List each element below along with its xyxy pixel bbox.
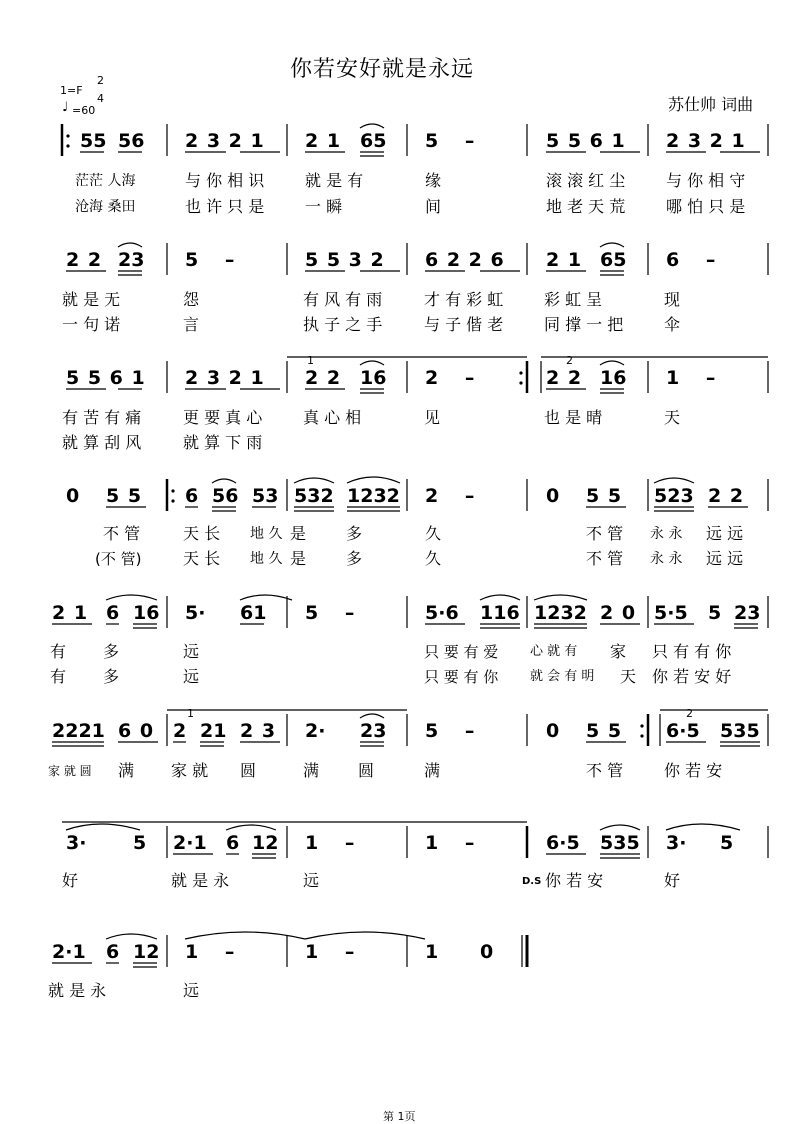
volta-2-label: 2 — [686, 707, 693, 720]
note-group: 2 – — [425, 485, 475, 507]
note-group: 0 — [546, 720, 560, 742]
lyric-verse1: 远 — [303, 871, 320, 890]
lyric-verse2: 天 — [620, 667, 637, 686]
note-group: 1 – — [185, 941, 235, 963]
note-group: 2 2 — [708, 485, 744, 507]
note-group: 6 – — [666, 249, 716, 271]
lyric-verse2: 只 要 有 你 — [424, 668, 499, 686]
volta-2-label: 2 — [566, 354, 573, 367]
note-group: 12 — [133, 941, 160, 963]
note-group: 6·5 — [666, 720, 700, 742]
note-group: 6 — [106, 602, 120, 624]
lyric-verse1: 满 — [118, 761, 135, 780]
lyric-verse1: 多 — [346, 524, 363, 543]
lyric-verse2: 远 — [183, 667, 200, 686]
note-group: 535 — [720, 720, 760, 742]
lyric-verse1: 家 就 圆 — [48, 764, 92, 778]
note-group: 5 – — [425, 130, 475, 152]
note-group: 65 — [600, 249, 627, 271]
note-group: 23 — [118, 249, 145, 271]
lyric-verse2: 就 会 有 明 — [530, 669, 595, 684]
lyric-verse2: (不 管) — [95, 550, 142, 568]
note-group: 53 — [252, 485, 279, 507]
lyric-verse2: 伞 — [664, 315, 681, 334]
note-group: 3· — [66, 832, 87, 854]
note-group: 5· — [185, 602, 206, 624]
lyric-verse1: 圆 — [358, 761, 375, 780]
volta-1-label: 1 — [307, 354, 314, 367]
note-group: 3· — [666, 832, 687, 854]
song-title: 你若安好就是永远 — [290, 57, 475, 82]
note-group: 1232 — [534, 602, 587, 624]
lyric-verse1: 滚 滚 红 尘 — [546, 171, 626, 190]
note-group: 5 5 6 1 — [546, 130, 625, 152]
note-group: 6·5 — [546, 832, 580, 854]
lyric-verse1: 永 永 — [650, 526, 683, 542]
note-group: 5 — [720, 832, 734, 854]
note-group: 0 — [66, 485, 80, 507]
note-group: 5 5 6 1 — [66, 367, 145, 389]
note-group: 2 2 — [66, 249, 102, 271]
lyric-verse1: 彩 虹 呈 — [544, 290, 603, 309]
da-segno-marking: D.S — [522, 876, 542, 887]
note-group: 5 — [133, 832, 147, 854]
lyric-verse2: 地 久 — [250, 551, 283, 567]
lyric-verse2: 是 — [290, 549, 307, 568]
note-group: 6 — [185, 485, 199, 507]
note-group: 6 0 — [118, 720, 154, 742]
note-group: 535 — [600, 832, 640, 854]
note-group: 23 — [360, 720, 387, 742]
note-group: 16 — [600, 367, 627, 389]
note-group: 6 2 2 6 — [425, 249, 504, 271]
lyric-verse1: 你 若 安 — [664, 761, 723, 780]
note-group: 56 — [212, 485, 239, 507]
time-signature-top: 2 — [97, 74, 104, 87]
lyric-verse2: 永 永 — [650, 551, 683, 567]
lyric-verse2: 地 老 天 荒 — [546, 197, 626, 216]
note-group: 2 0 — [600, 602, 636, 624]
lyric-verse2: 远 远 — [706, 549, 744, 568]
lyric-verse2: 哪 怕 只 是 — [666, 197, 746, 216]
note-group: 5 5 — [586, 485, 622, 507]
lyric-verse1: 见 — [424, 408, 441, 427]
volta-1-label: 1 — [187, 707, 194, 720]
lyric-verse2: 就 算 刮 风 — [62, 433, 142, 452]
lyric-verse1: 是 — [290, 524, 307, 543]
lyric-verse1: 茫茫 人海 — [75, 173, 136, 189]
page-number: 第 1页 — [383, 1110, 416, 1123]
lyric-verse1: 远 — [183, 981, 200, 1000]
note-group: 116 — [480, 602, 520, 624]
note-group: 23 — [734, 602, 761, 624]
lyric-verse1: 天 — [664, 408, 681, 427]
lyric-verse1: 久 — [425, 524, 442, 543]
lyric-verse2: 同 撑 一 把 — [544, 315, 624, 334]
lyric-verse1: 怨 — [183, 290, 200, 309]
lyric-verse1: 不 管 — [586, 524, 624, 543]
lyric-verse2: 与 子 偕 老 — [424, 315, 504, 334]
note-group: 21 — [200, 720, 227, 742]
lyric-verse2: 也 许 只 是 — [185, 197, 265, 216]
lyric-verse1: 与 你 相 守 — [666, 171, 746, 190]
note-group: 0 — [546, 485, 560, 507]
lyric-verse1: 有 风 有 雨 — [303, 290, 383, 309]
author-credit: 苏仕帅 词曲 — [668, 95, 754, 114]
note-group: 6 — [226, 832, 240, 854]
note-group: 2 3 2 1 — [666, 130, 745, 152]
note-group: 2·1 — [52, 941, 86, 963]
note-group: 2· — [305, 720, 326, 742]
lyric-verse2: 有 — [50, 667, 67, 686]
lyric-verse2: 天 长 — [183, 549, 221, 568]
lyric-verse1: 好 — [62, 871, 79, 890]
note-group: 1 – — [305, 941, 355, 963]
note-group: 5 – — [185, 249, 235, 271]
lyric-verse1: 有 苦 有 痛 — [62, 408, 142, 427]
lyric-verse1: 才 有 彩 虹 — [424, 290, 504, 309]
note-group: 2 2 — [305, 367, 341, 389]
lyric-verse1: 现 — [664, 290, 681, 309]
lyric-verse2: 一 句 诺 — [62, 315, 121, 334]
lyric-verse1: 就 是 永 — [48, 981, 107, 1000]
note-group: 2 3 2 1 — [185, 367, 264, 389]
lyric-verse1: 也 是 晴 — [544, 408, 603, 427]
note-group: 2·1 — [173, 832, 207, 854]
lyric-verse1: 就 是 有 — [305, 171, 364, 190]
note-group: 56 — [118, 130, 145, 152]
tempo-marking: =60 — [72, 104, 96, 117]
lyric-verse1: 圆 — [240, 761, 257, 780]
note-group: 2 — [173, 720, 187, 742]
note-group: 5 – — [305, 602, 355, 624]
note-group: 1 – — [425, 832, 475, 854]
key-signature: 1=F — [60, 84, 83, 97]
lyric-verse2: 多 — [103, 667, 120, 686]
lyric-verse1: 真 心 相 — [303, 408, 362, 427]
note-group: 6 — [106, 941, 120, 963]
lyric-verse1: 地 久 — [250, 526, 283, 542]
lyric-verse2: 执 子 之 手 — [303, 315, 383, 334]
lyric-verse1: 只 要 有 爱 — [424, 643, 499, 661]
lyric-verse1: 只 有 有 你 — [652, 642, 732, 661]
note-group: 532 — [294, 485, 334, 507]
lyric-verse1: 不 管 — [103, 524, 141, 543]
lyric-verse1: 你 若 安 — [545, 871, 604, 890]
lyric-verse1: 就 是 无 — [62, 290, 121, 309]
lyric-verse1: 更 要 真 心 — [183, 408, 263, 427]
note-group: 5 — [708, 602, 722, 624]
lyric-verse2: 久 — [425, 549, 442, 568]
lyric-verse1: 不 管 — [586, 761, 624, 780]
note-group: 65 — [360, 130, 387, 152]
lyric-verse1: 多 — [103, 642, 120, 661]
note-group: 12 — [252, 832, 279, 854]
lyric-verse1: 家 — [610, 642, 627, 661]
note-group: 5·6 — [425, 602, 459, 624]
note-group: 2 1 — [305, 130, 341, 152]
note-group: 5 – — [425, 720, 475, 742]
note-group: 16 — [360, 367, 387, 389]
time-signature-bottom: 4 — [97, 92, 104, 105]
lyric-verse2: 沧海 桑田 — [75, 199, 136, 215]
note-group: 0 — [480, 941, 494, 963]
note-group: 5 5 — [586, 720, 622, 742]
note-group: 5 5 — [106, 485, 142, 507]
lyric-verse1: 远 — [183, 642, 200, 661]
note-group: 5 5 3 2 — [305, 249, 384, 271]
lyric-verse1: 天 长 — [183, 524, 221, 543]
note-group: 55 — [80, 130, 107, 152]
note-group: 16 — [133, 602, 160, 624]
note-group: 61 — [240, 602, 267, 624]
lyric-verse1: 心 就 有 — [530, 644, 578, 659]
note-group: 523 — [654, 485, 694, 507]
note-group: 2 3 — [240, 720, 276, 742]
lyric-verse2: 就 算 下 雨 — [183, 433, 263, 452]
lyric-verse2: 间 — [425, 197, 442, 216]
note-group: 1232 — [347, 485, 400, 507]
lyric-verse1: 满 — [303, 761, 320, 780]
note-group: 2 1 — [52, 602, 88, 624]
lyric-verse1: 与 你 相 识 — [185, 171, 265, 190]
lyric-verse2: 不 管 — [586, 549, 624, 568]
note-group: 5·5 — [654, 602, 688, 624]
note-group: 2 1 — [546, 249, 582, 271]
lyric-verse1: 家 就 — [171, 761, 209, 780]
lyric-verse1: 有 — [50, 642, 67, 661]
lyric-verse1: 好 — [664, 871, 681, 890]
lyric-verse2: 言 — [183, 315, 200, 334]
lyric-verse2: 多 — [346, 549, 363, 568]
lyric-verse2: 你 若 安 好 — [652, 667, 732, 686]
note-group: 2 – — [425, 367, 475, 389]
note-group: 2 2 — [546, 367, 582, 389]
note-group: 1 – — [305, 832, 355, 854]
note-group: 2 3 2 1 — [185, 130, 264, 152]
lyric-verse1: 满 — [424, 761, 441, 780]
lyric-verse1: 远 远 — [706, 524, 744, 543]
quarter-note-icon: ♩ — [62, 100, 69, 115]
lyric-verse1: 就 是 永 — [171, 871, 230, 890]
note-group: 2221 — [52, 720, 105, 742]
note-group: 1 – — [666, 367, 716, 389]
lyric-verse2: 一 瞬 — [305, 197, 343, 216]
note-group: 1 — [425, 941, 439, 963]
lyric-verse1: 缘 — [425, 171, 442, 190]
